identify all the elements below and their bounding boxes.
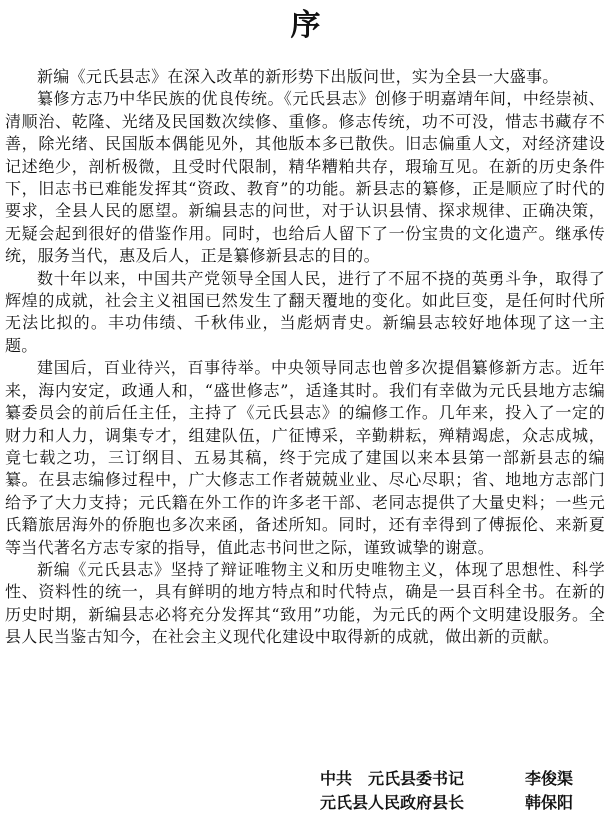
signature-block: [320, 767, 610, 815]
signatory-title: 元氏县人民政府县长: [320, 793, 465, 812]
signatory-name: 李俊渠: [524, 769, 573, 788]
paragraph-4: 建国后，百业待兴，百事待举。中央领导同志也曾多次提倡纂修新方志。近年来，海内安定，政通人和，“盛世修志”，适逢其时。我们有幸做为元氏县地方志编纂委员会的前后任主任，主持了《元氏县志》的编修工作。几年来，投入了一定的财力和人力，调集专才，组建队伍，广征博采，辛勤耕耘，殚精竭虑，众志成城，竟七载之功，三订纲目、五易其稿，终于完成了建国以来本县第一部新县志的编纂。在县志编修过程中，广大修志工作者兢兢业业、尽心尽职；省、地地方志部门给予了大力支持；元氏籍在外工作的许多老干部、老同志提供了大量史料；一些元氏籍旅居海外的侨胞也多次来函，备述所知。同时，还有幸得到了傅振伦、来新夏等当代著名方志专家的指导，值此志书问世之际，谨致诚挚的谢意。: [5, 358, 605, 557]
signature-row: [320, 767, 610, 791]
page-title: 序: [290, 8, 323, 43]
signatory-name: 韩保阳: [524, 793, 573, 812]
paragraph-2: 纂修方志乃中华民族的优良传统。《元氏县志》创修于明嘉靖年间，中经崇祯、清顺治、乾隆、光绪及民国数次续修、重修。修志传统，功不可没，惜志书藏存不善，除光绪、民国版本偶能见外，其他版本多已散佚。旧志偏重人文，对经济建设记述绝少，剖析极微，且受时代限制，精华糟粕共存，瑕瑜互见。在新的历史条件下，旧志书已难能发挥其“资政、教育”的功能。新县志的纂修，正是顺应了时代的要求，全县人民的愿望。新编县志的问世，对于认识县情、探求规律、正确决策，无疑会起到很好的借鉴作用。同时，也给后人留下了一份宝贵的文化遗产。继承传统，服务当代，惠及后人，正是纂修新县志的目的。: [5, 89, 605, 266]
signatory-title: 中共 元氏县委书记: [320, 769, 465, 788]
paragraph-1: 新编《元氏县志》在深入改革的新形势下出版问世，实为全县一大盛事。: [37, 67, 559, 86]
paragraph-3: 数十年以来，中国共产党领导全国人民，进行了不屈不挠的英勇斗争，取得了辉煌的成就，社会主义祖国已然发生了翻天覆地的变化。如此巨变，是任何时代所无法比拟的。丰功伟绩、千秋伟业，当彪炳青史。新编县志较好地体现了这一主题。: [5, 268, 605, 355]
preface-body: [5, 66, 605, 649]
paragraph-5: 新编《元氏县志》坚持了辩证唯物主义和历史唯物主义，体现了思想性、科学性、资料性的统一，具有鲜明的地方特点和时代特点，确是一县百科全书。在新的历史时期，新编县志必将充分发挥其“致用”功能，为元氏的两个文明建设服务。全县人民当鉴古知今，在社会主义现代化建设中取得新的成就，做出新的贡献。: [5, 559, 605, 647]
signature-row: [320, 791, 610, 815]
